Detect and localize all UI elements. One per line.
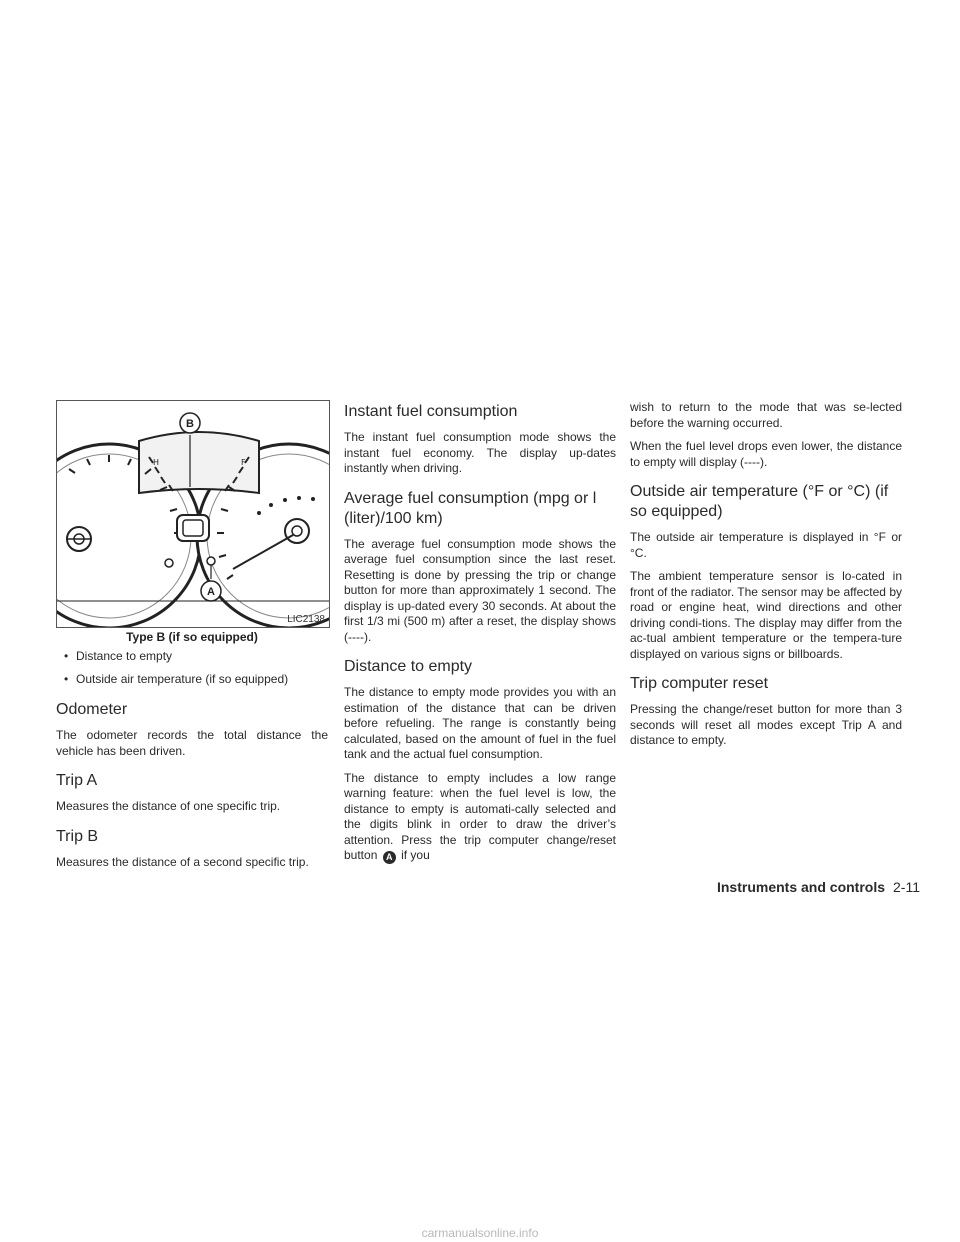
outside-temp-text-2: The ambient temperature sensor is lo-cated in front of the radiator. The sensor may be affected by road or engine heat, wind directions and other driving condi-tions. The display may differ from the ac-tual ambient temperature or the tempera-ture displayed on various signs or billboards. [630,569,902,661]
continued-text: wish to return to the mode that was se-lected before the warning occurred. [630,400,902,430]
instant-fuel-heading: Instant fuel consumption [344,403,518,420]
outside-temp-text-1: The outside air temperature is displayed in °F or °C. [630,530,902,560]
figure-code: LIC2138 [287,614,325,625]
trip-b-heading: Trip B [56,827,99,845]
list-item: • Distance to empty [64,649,173,663]
trip-reset-heading: Trip computer reset [630,675,769,692]
svg-text:H: H [153,458,160,467]
instrument-cluster-figure [56,400,330,628]
svg-text:F: F [241,458,246,467]
mode-bullet-list [56,648,328,688]
distance-to-empty-text: The distance to empty mode provides you with an estimation of the distance that can be driven before refueling. The range is constantly being calculated, based on the amount of fuel in the fuel tank and the actual fuel consumption. [344,685,616,761]
column-1 [56,400,328,878]
column-3 [630,400,902,757]
distance-to-empty-heading: Distance to empty [344,658,473,675]
average-fuel-heading: Average fuel consumption (mpg or l (liter)/100 km) [344,489,597,527]
low-fuel-text: When the fuel level drops even lower, the distance to empty will display (----). [630,439,902,469]
low-range-warning-text: The distance to empty includes a low range warning feature: when the fuel level is low, the distance to empty is automati-cally selected and the digits blink in order to draw the driver’s attention. Press the trip computer change/reset button A if you [344,770,616,862]
average-fuel-text: The average fuel consumption mode shows the average fuel consumption since the last reset. Resetting is done by pressing the trip or change button for more than approximately 1 second. The display is up-dated every 30 seconds. At about the first 1/3 mi (500 m) after a reset, the display shows (----). [344,536,616,644]
figure-caption: Type B (if so equipped) [126,630,258,644]
column-2 [344,400,616,872]
callout-a-label: A [207,586,215,598]
footer-section-title: Instruments and controls [716,879,886,895]
button-a-marker: A [383,851,396,864]
outside-temp-heading: Outside air temperature (°F or °C) (if so equipped) [630,483,889,520]
trip-a-text: Measures the distance of one specific trip. [56,799,281,813]
odometer-text: The odometer records the total distance the vehicle has been driven. [56,728,328,758]
watermark: carmanualsonline.info [421,1226,539,1240]
instant-fuel-text: The instant fuel consumption mode shows the instant fuel economy. The display up-dates instantly when driving. [344,430,616,475]
list-item: • Outside air temperature (if so equipped) [64,672,289,686]
odometer-heading: Odometer [56,701,128,718]
trip-a-heading: Trip A [56,772,98,789]
cluster-illustration [57,401,329,627]
page-footer [717,879,920,895]
page-number: 2-11 [893,879,920,895]
trip-reset-text: Pressing the change/reset button for more than 3 seconds will reset all modes except Trip A and distance to empty. [630,702,902,747]
callout-b-label: B [186,418,194,430]
trip-b-text: Measures the distance of a second specific trip. [56,854,309,869]
